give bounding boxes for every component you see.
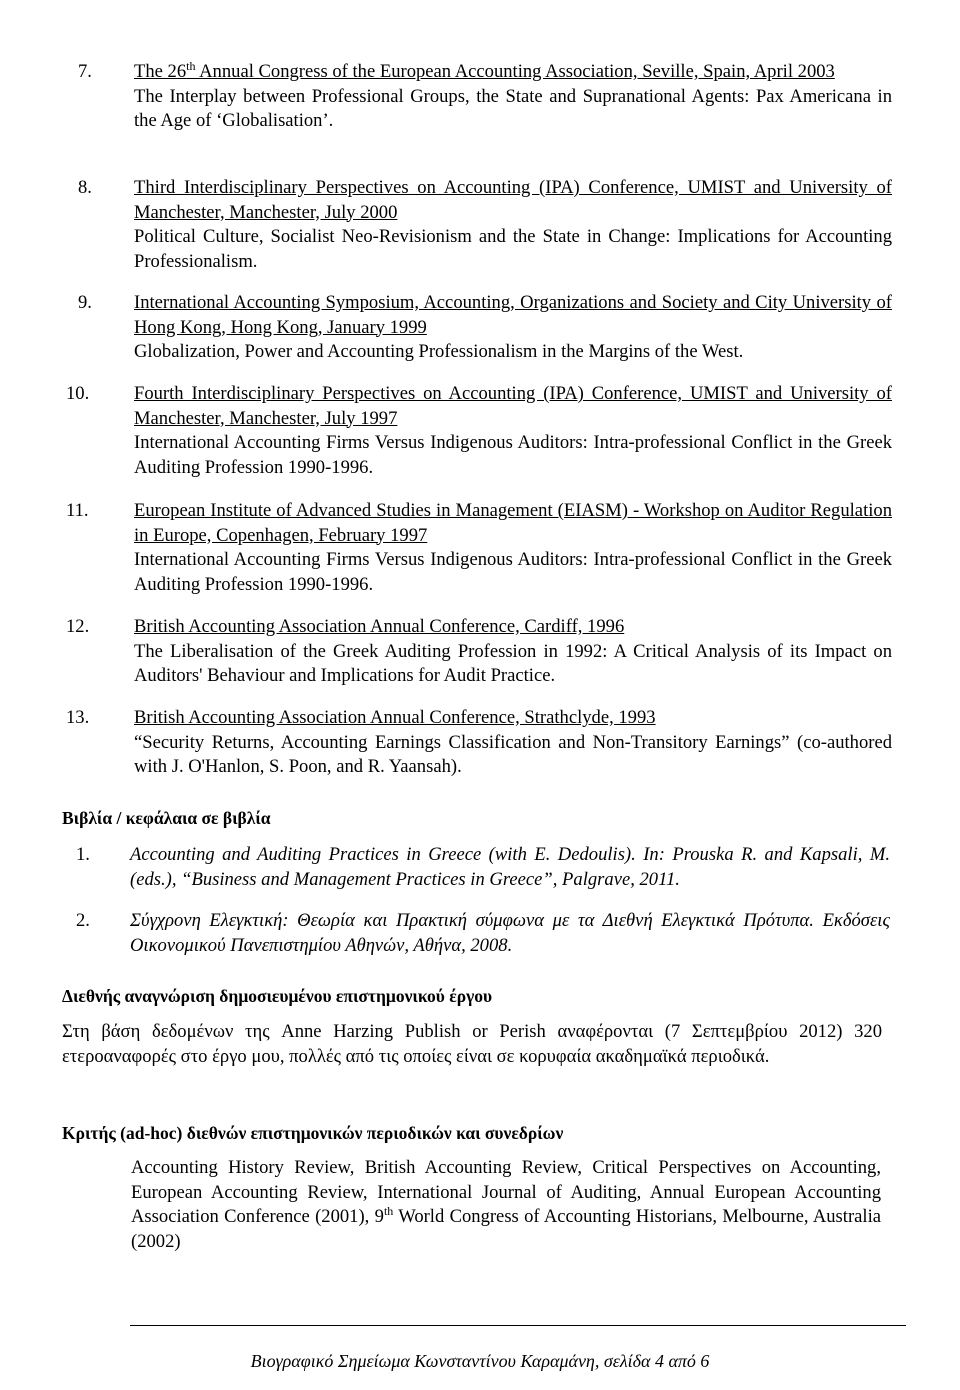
- conference-entry: [134, 706, 892, 780]
- conference-entry: [134, 60, 892, 134]
- venue-text: Annual Congress of the European Accounting Association, Seville, Spain, April 2003: [195, 61, 835, 82]
- paper-title: International Accounting Firms Versus Indigenous Auditors: Intra-professional Conflict in the Greek Auditing Profession 1990-1996.: [134, 432, 892, 478]
- conference-venue: International Accounting Symposium, Accounting, Organizations and Society and City University of Hong Kong, Hong Kong, January 1999: [134, 292, 892, 338]
- item-number: 7.: [78, 61, 92, 82]
- item-number: 1.: [76, 844, 90, 865]
- item-number: 12.: [66, 616, 90, 637]
- journals-text: Accounting History Review, British Accounting Review, Critical Perspectives on Accounting, European Accounting Review, International Journal of Auditing, Annual European Accounting Association Conference (2001), 9: [131, 1157, 881, 1228]
- item-number: 8.: [78, 177, 92, 198]
- footer-divider: [130, 1325, 906, 1326]
- paper-title: “Security Returns, Accounting Earnings Classification and Non-Transitory Earnings” (co-authored with J. O'Hanlon, S. Poon, and R. Yaansah).: [134, 731, 892, 778]
- recognition-text: Στη βάση δεδομένων της Anne Harzing Publish or Perish αναφέρονται (7 Σεπτεμβρίου 2012) 320 ετεροαναφορές στο έργο μου, πολλές από τις οποίες είναι σε κορυφαία ακαδημαϊκά περιοδικά.: [62, 1021, 882, 1067]
- paper-title: Globalization, Power and Accounting Professionalism in the Margins of the West.: [134, 341, 744, 363]
- superscript: th: [383, 1204, 394, 1219]
- paper-title: International Accounting Firms Versus Indigenous Auditors: Intra-professional Conflict in the Greek Auditing Profession 1990-1996.: [134, 549, 892, 595]
- section-heading-recognition: Διεθνής αναγνώριση δημοσιευμένου επιστημονικού έργου: [62, 986, 493, 1006]
- conference-venue: British Accounting Association Annual Conference, Strathclyde, 1993: [134, 707, 656, 728]
- item-number: 13.: [66, 707, 90, 728]
- reviewer-journals: [131, 1156, 881, 1254]
- item-number: 9.: [78, 292, 92, 313]
- journals-text: World Congress of Accounting Historians, Melbourne, Australia (2002): [131, 1206, 881, 1252]
- superscript: th: [186, 59, 196, 73]
- conference-venue: Fourth Interdisciplinary Perspectives on Accounting (IPA) Conference, UMIST and University of Manchester, Manchester, July 1997: [134, 383, 892, 429]
- conference-entry: [134, 382, 892, 480]
- conference-venue: [134, 61, 835, 82]
- page-footer: Βιογραφικό Σημείωμα Κωνσταντίνου Καραμάνη, σελίδα 4 από 6: [250, 1351, 710, 1371]
- book-citation: Accounting and Auditing Practices in Greece (with E. Dedoulis). In: Prouska R. and Kapsali, M. (eds.), “Business and Management Practices in Greece”, Palgrave, 2011.: [130, 844, 890, 890]
- paper-title: The Liberalisation of the Greek Auditing Profession in 1992: A Critical Analysis of its Impact on Auditors' Behaviour and Implications for Audit Practice.: [134, 640, 892, 687]
- paper-title: The Interplay between Professional Groups, the State and Supranational Agents: Pax Americana in the Age of ‘Globalisation’.: [134, 85, 892, 132]
- paper-title: Political Culture, Socialist Neo-Revisionism and the State in Change: Implications for Accounting Professionalism.: [134, 226, 892, 272]
- conference-venue: British Accounting Association Annual Conference, Cardiff, 1996: [134, 616, 625, 637]
- section-heading-reviewer: Κριτής (ad-hoc) διεθνών επιστημονικών περιοδικών και συνεδρίων: [62, 1123, 564, 1143]
- conference-entry: [134, 176, 892, 274]
- conference-entry: [134, 615, 892, 689]
- venue-text: The 26: [134, 61, 187, 82]
- conference-venue: European Institute of Advanced Studies in Management (EIASM) - Workshop on Auditor Regulation in Europe, Copenhagen, February 1997: [134, 500, 892, 546]
- section-heading-books: Βιβλία / κεφάλαια σε βιβλία: [62, 808, 271, 828]
- conference-venue: Third Interdisciplinary Perspectives on Accounting (IPA) Conference, UMIST and University of Manchester, Manchester, July 2000: [134, 177, 892, 223]
- item-number: 11.: [66, 500, 89, 521]
- book-citation: Σύγχρονη Ελεγκτική: Θεωρία και Πρακτική σύμφωνα με τα Διεθνή Ελεγκτικά Πρότυπα. Εκδόσεις Οικονομικού Πανεπιστημίου Αθηνών, Αθήνα, 2008.: [130, 910, 890, 956]
- item-number: 10.: [66, 383, 90, 404]
- conference-entry: [134, 499, 892, 597]
- item-number: 2.: [76, 910, 90, 931]
- conference-entry: [134, 291, 892, 365]
